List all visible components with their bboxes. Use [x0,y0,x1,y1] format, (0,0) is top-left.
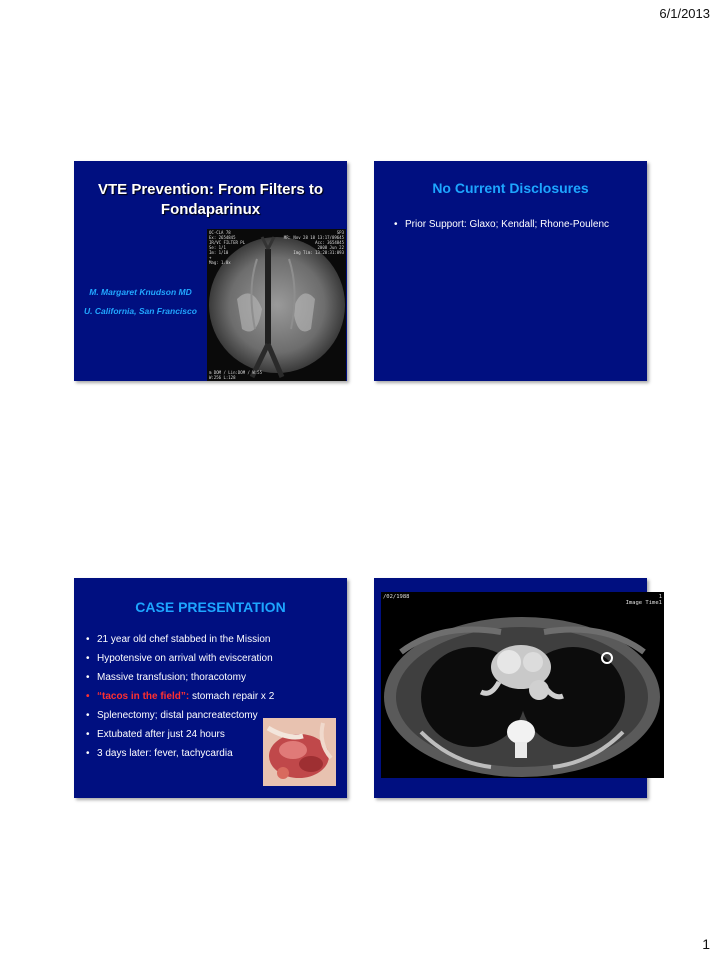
bullet-icon: • [394,219,398,230]
case-bullet-list [86,633,274,766]
page-date: 6/1/2013 [659,6,710,21]
title-line-1: VTE Prevention: From Filters to [97,181,324,198]
slide-disclosures [374,161,647,381]
ct-scan-image [381,592,664,778]
venogram-image: OC-CLA 78 Ex: 2654845 IR/VC FILTER PL Se: 1/1 Im: 1/10 + Mag: 1.0x SP3 MR: Nov 28 18 13:17/89645 Acc: 3654845 2008 Jun 22 Img Tim: 13:28:31:093 m DOM / Lin:DOM / W:55 W:256 L:128 [209,230,344,380]
slide-title [74,161,347,381]
page-number: 1 [702,936,710,952]
list-item-highlight: • “tacos in the field”: stomach repair x 2 [86,691,275,702]
list-item: • 3 days later: fever, tachycardia [86,748,233,759]
list-item: • 21 year old chef stabbed in the Mission [86,634,271,645]
list-item: • Massive transfusion; thoracotomy [86,672,246,683]
list-item: • Extubated after just 24 hours [86,729,225,740]
list-item: • Hypotensive on arrival with evisceration [86,653,273,664]
slide-case-presentation [74,578,347,798]
list-item: • Splenectomy; distal pancreatectomy [86,710,258,721]
case-title: CASE PRESENTATION [135,599,286,615]
disclosures-title: No Current Disclosures [432,180,589,196]
disclosure-bullet: • Prior Support: Glaxo; Kendall; Rhone-Poulenc [394,219,610,230]
author-affiliation: U. California, San Francisco [84,306,197,316]
slide-title-heading [74,180,347,220]
ct-image-label: 1 Image Time1 [625,594,662,606]
surgery-photo [263,718,336,786]
ct-date-label: /02/1988 [383,594,410,600]
author-name: M. Margaret Knudson MD [89,287,192,297]
title-line-2: Fondaparinux [160,201,261,218]
slide-ct-scan [374,578,662,798]
